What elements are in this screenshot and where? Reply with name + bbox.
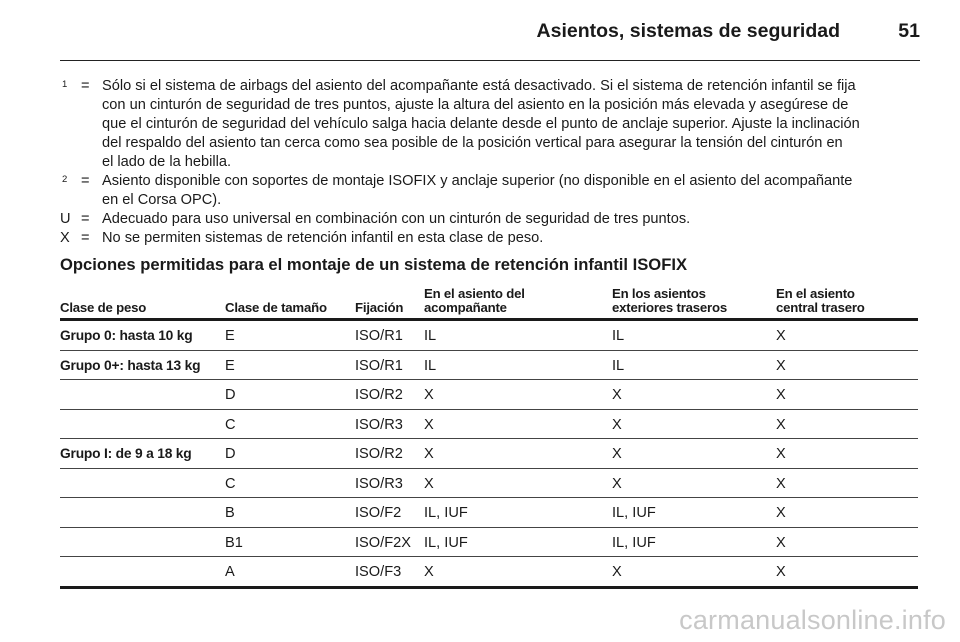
table-cell: X: [612, 387, 622, 403]
table-cell: X: [612, 416, 622, 433]
footnote-2: [60, 172, 922, 210]
table-cell: X: [776, 416, 786, 433]
footnote-line: del respaldo del asiento tan cerca como sea posible de la posición vertical para asegurar la tensión del cinturón en: [102, 135, 843, 151]
footnote-line: Adecuado para uso universal en combinación con un cinturón de seguridad de tres puntos.: [102, 211, 691, 227]
table-cell: ISO/R3: [355, 475, 403, 492]
table-cell: X: [776, 534, 786, 551]
footnote-line: Sólo si el sistema de airbags del asiento del acompañante está desactivado. Si el sistema de retención infantil se fija: [102, 78, 856, 94]
table-cell: IL: [612, 357, 625, 374]
table-row: [60, 469, 918, 499]
footnote-u: [60, 210, 922, 229]
footnote-line: No se permiten sistemas de retención infantil en esta clase de peso.: [102, 230, 544, 246]
table-cell: ISO/R1: [355, 357, 403, 374]
footnote-x: [60, 229, 922, 248]
page-title: Asientos, sistemas de seguridad: [536, 20, 840, 42]
table-cell: X: [776, 475, 786, 492]
footnote-equals: =: [81, 78, 90, 94]
table-cell: B1: [225, 534, 243, 551]
header-fijacion: Fijación: [355, 300, 404, 315]
table-row: [60, 380, 918, 410]
header-asiento-acompanante: En el asiento del acompañante: [424, 286, 525, 315]
header-clase-de-peso: Clase de peso: [60, 300, 147, 315]
weight-group-cell: Grupo I: de 9 a 18 kg: [60, 446, 192, 461]
table-cell: IL, IUF: [424, 505, 468, 521]
table-cell: ISO/R2: [355, 446, 403, 462]
table-header: [60, 282, 918, 321]
table-cell: X: [424, 416, 434, 433]
table-cell: C: [225, 416, 236, 433]
table-cell: IL: [424, 328, 437, 344]
footnote-line: en el Corsa OPC).: [102, 192, 222, 208]
table-cell: ISO/F3: [355, 564, 402, 580]
table-cell: ISO/R1: [355, 328, 403, 344]
table-row: [60, 439, 918, 469]
table-cell: IL: [612, 328, 625, 344]
footnote-marker: 2: [62, 174, 68, 185]
footnote-key: X: [60, 230, 70, 246]
header-asiento-central: En el asiento central trasero: [776, 286, 865, 315]
page-number: 51: [898, 20, 920, 42]
table-cell: X: [424, 475, 434, 492]
table-cell: B: [225, 505, 235, 521]
table-cell: ISO/F2: [355, 505, 402, 521]
table-cell: X: [776, 505, 786, 521]
table-row: [60, 528, 918, 558]
table-cell: X: [424, 387, 434, 403]
table-row: [60, 351, 918, 381]
table-cell: X: [424, 446, 434, 462]
table-cell: X: [612, 446, 622, 462]
footnote-line: que el cinturón de seguridad del vehículo salga hacia delante desde el punto de anclaje superior. Ajuste la inclinación: [102, 116, 860, 132]
table-row: [60, 321, 918, 351]
footnote-marker: 1: [62, 79, 68, 90]
footnotes: [60, 77, 922, 248]
weight-group-cell: Grupo 0+: hasta 13 kg: [60, 357, 201, 373]
footnote-line: con un cinturón de seguridad de tres puntos, ajuste la altura del asiento en la posición más elevada y asegúrese de: [102, 97, 849, 113]
table-cell: X: [776, 446, 786, 462]
table-cell: E: [225, 357, 235, 374]
footnote-key: U: [60, 211, 71, 227]
footnote-equals: =: [81, 173, 90, 189]
footnote-line: Asiento disponible con soportes de montaje ISOFIX y anclaje superior (no disponible en el asiento del acompañante: [102, 173, 853, 189]
table-cell: X: [776, 328, 786, 344]
table-cell: ISO/R2: [355, 387, 403, 403]
table-body: [60, 321, 918, 589]
footnote-1: [60, 77, 922, 172]
table-cell: A: [225, 564, 235, 580]
table-cell: X: [776, 387, 786, 403]
table-cell: X: [776, 564, 786, 580]
table-cell: E: [225, 328, 235, 344]
table-row: [60, 557, 918, 589]
table-cell: X: [612, 564, 622, 580]
table-cell: IL, IUF: [612, 534, 656, 551]
footnote-equals: =: [81, 230, 90, 246]
table-cell: IL, IUF: [424, 534, 468, 551]
table-cell: D: [225, 446, 236, 462]
table-cell: X: [612, 475, 622, 492]
section-title: Opciones permitidas para el montaje de un sistema de retención infantil ISOFIX: [60, 255, 688, 274]
watermark: carmanualsonline.info: [679, 605, 946, 635]
weight-group-cell: Grupo 0: hasta 10 kg: [60, 328, 193, 343]
header-asientos-exteriores: En los asientos exteriores traseros: [612, 286, 727, 315]
isofix-table: [60, 282, 918, 589]
table-row: [60, 498, 918, 528]
table-cell: D: [225, 387, 236, 403]
table-cell: ISO/F2X: [355, 534, 411, 551]
table-cell: ISO/R3: [355, 416, 403, 433]
table-cell: X: [424, 564, 434, 580]
table-cell: IL, IUF: [612, 505, 656, 521]
table-cell: C: [225, 475, 236, 492]
page-header: [60, 12, 920, 61]
footnote-line: el lado de la hebilla.: [102, 154, 232, 170]
table-cell: IL: [424, 357, 437, 374]
header-clase-de-tamano: Clase de tamaño: [225, 300, 327, 315]
table-row: [60, 410, 918, 440]
footnote-equals: =: [81, 211, 90, 227]
table-cell: X: [776, 357, 786, 374]
